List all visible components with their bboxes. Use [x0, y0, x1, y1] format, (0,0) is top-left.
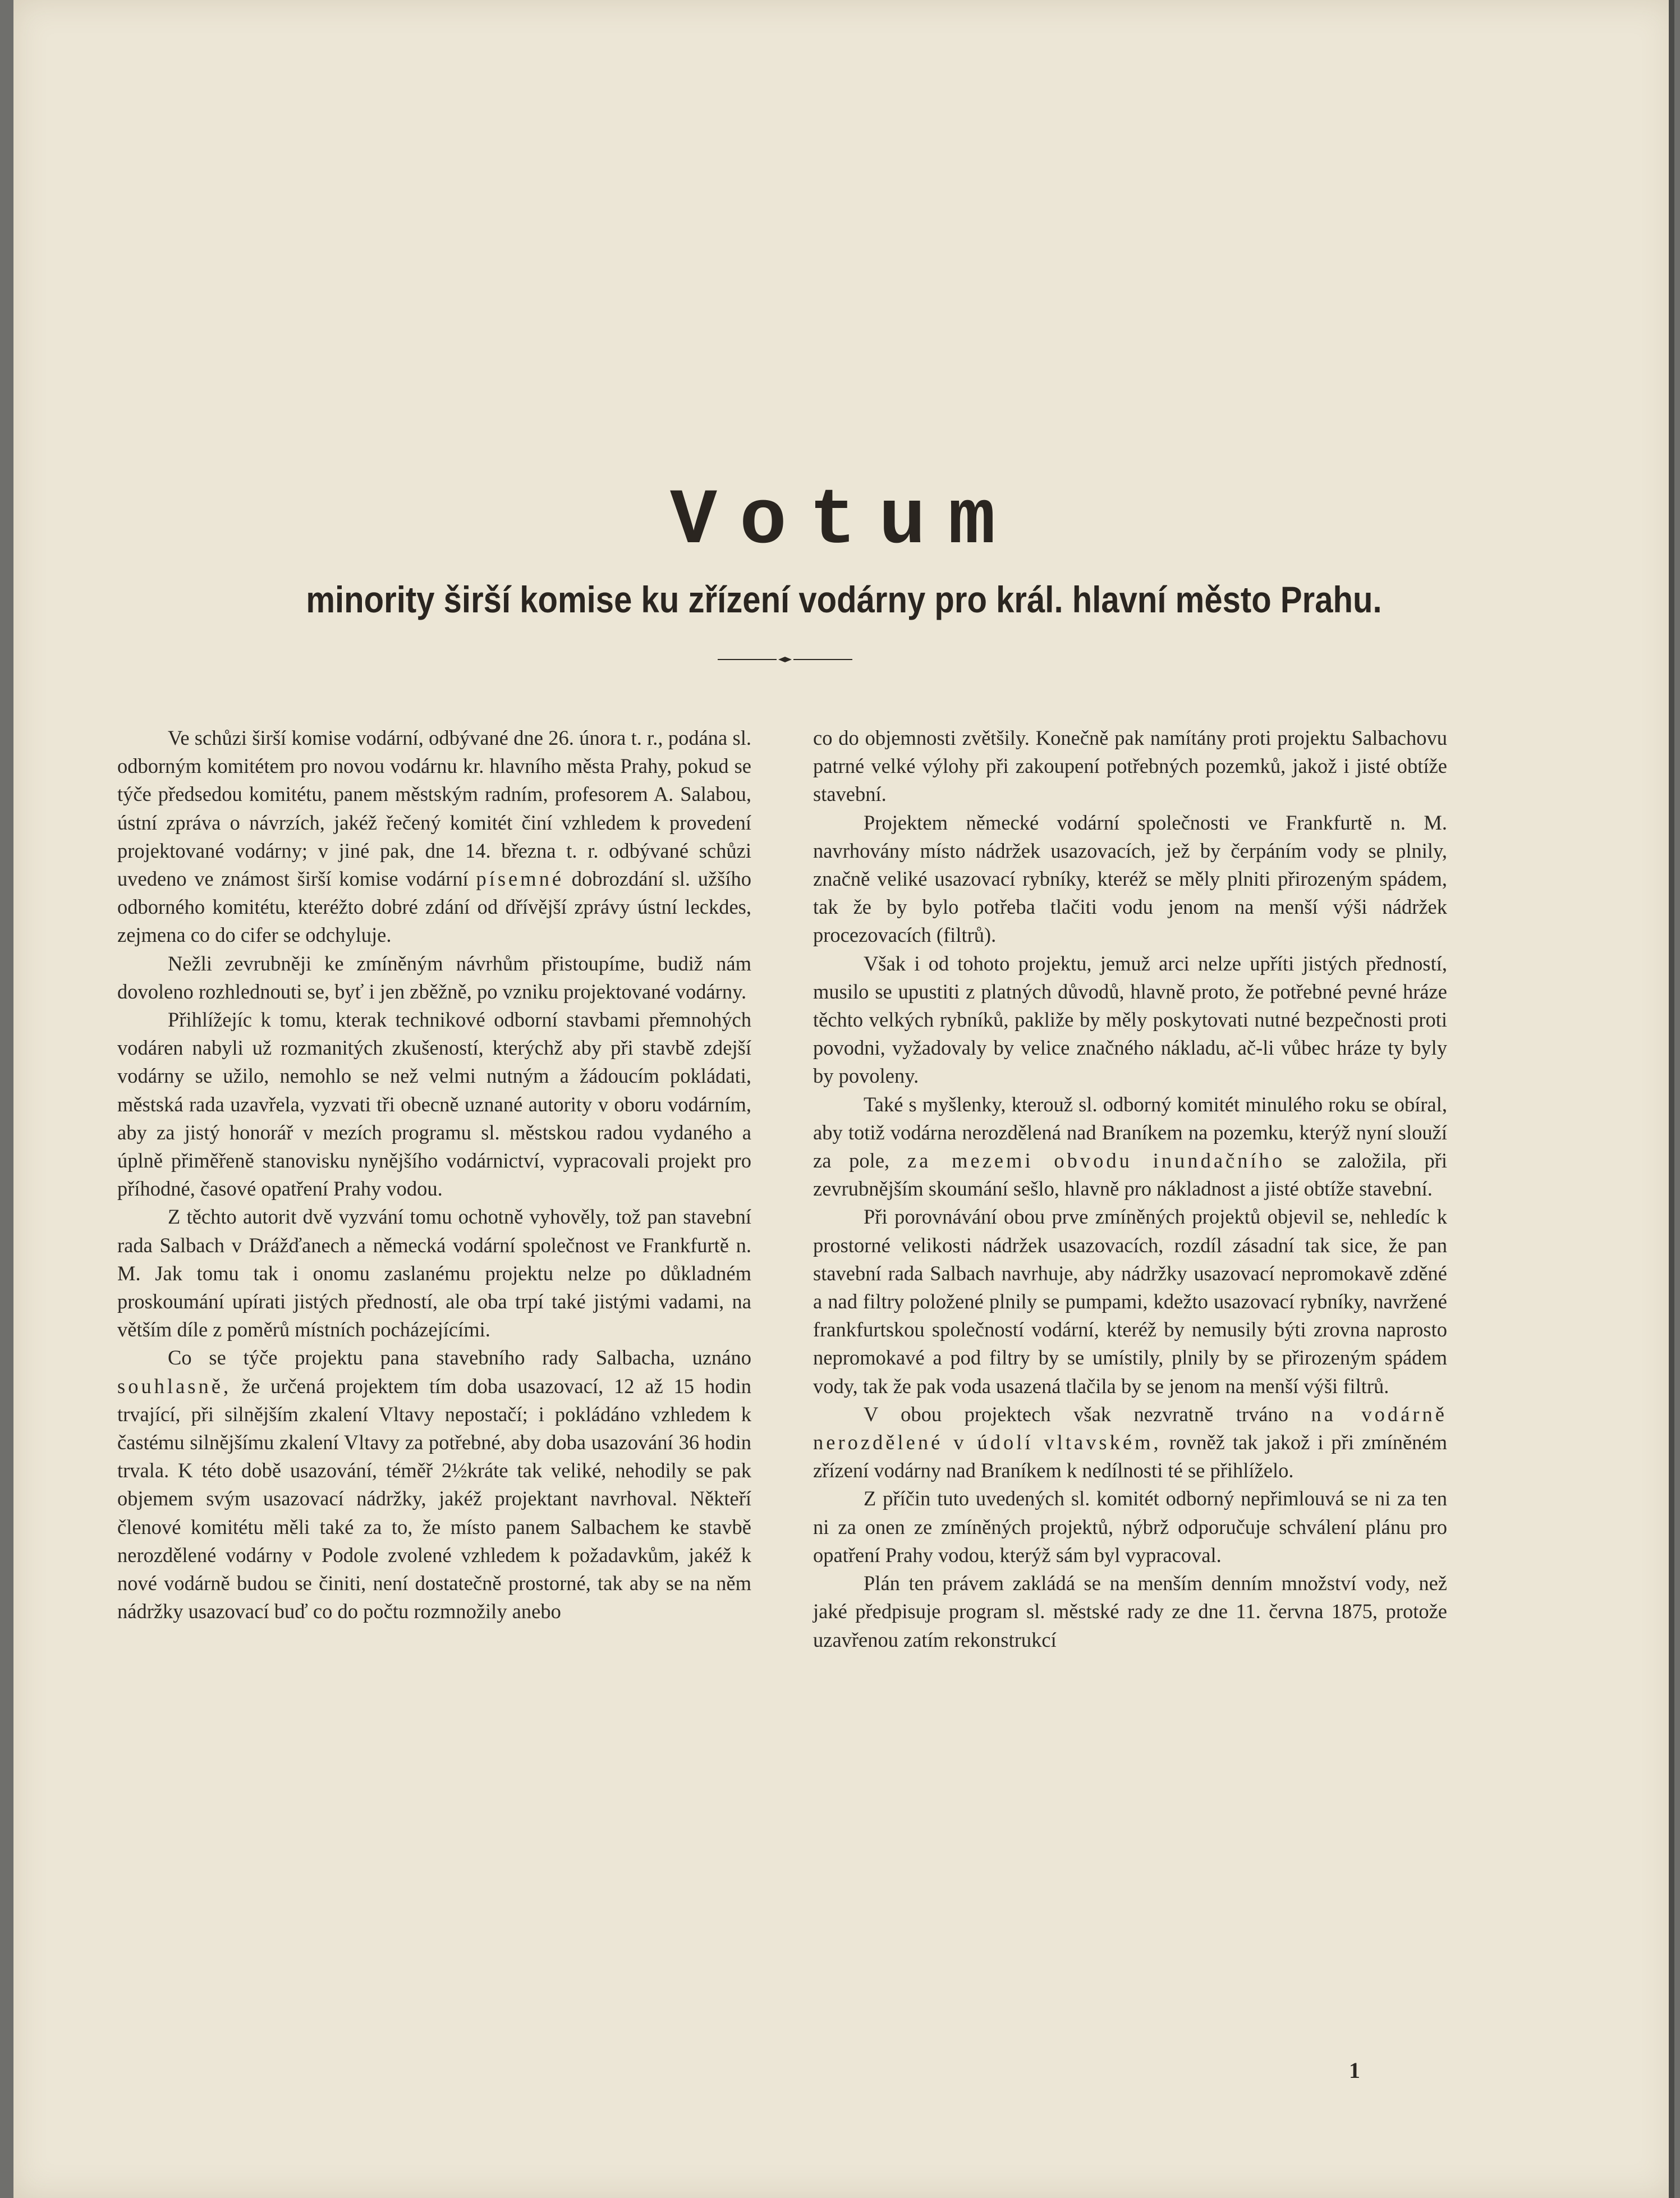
paragraph: Při porovnávání obou prve zmíněných projektů objevil se, nehledíc k prostorné velikosti nádržek usazovacích, rozdíl zásadní tak sice, že pan stavební rada Salbach navrhuje, aby nádržky usazovací nepromokavě zděné a nad filtry položené plnily se pumpami, kdežto usazovací rybníky, navržené frankfurtskou společností vodární, kteréž by nemusily býti zrovna naprosto nepromokavé a pod filtry by se umístily, plnily by se přirozeným spádem vody, tak že pak voda usazená tlačila by se jenom na menší výši filtrů.: [813, 1205, 1447, 1398]
page-edge-shadow: [1669, 0, 1674, 2198]
paragraph: Přihlížejíc k tomu, kterak technikové odborní stavbami přemnohých vodáren nabyli už rozmanitých zkušeností, kterýchž aby při stavbě zdejší vodárny se užilo, nemohlo se než velmi nutným a žádoucím pokládati, městská rada uzavřela, vyzvati tři obecně uznané autority v oboru vodárním, aby za jistý honorář v mezích programu sl. městskou radou vydaného a úplně přiměřeně stanovisku nynějšího vodárnictví, vypracovali projekt pro příhodné, časové opatření Prahy vodou.: [117, 1008, 751, 1201]
paragraph: Plán ten právem zakládá se na menším denním množství vody, než jaké předpisuje program sl. městské rady ze dne 11. června 1875, protože uzavřenou zatím rekonstrukcí: [813, 1572, 1447, 1651]
paragraph: co do objemnosti zvětšily. Konečně pak namítány proti projektu Salbachovu patrné velké výlohy při zakoupení potřebných pozemků, jakož i jisté obtíže stavební.: [813, 726, 1447, 806]
paragraph: Však i od tohoto projektu, jemuž arci nelze upříti jistých předností, musilo se upustiti z platných důvodů, hlavně proto, že potřebné pevné hráze těchto velkých rybníků, pakliže by měly poskytovati nutné bezpečnosti proti povodni, vyžadovaly by velice značného nákladu, ač-li vůbec hráze ty byly by povoleny.: [813, 951, 1447, 1088]
paragraph: Také s myšlenky, kterouž sl. odborný komitét minulého roku se obíral, aby totiž vodárna nerozdělená nad Braníkem na pozemku, kterýž nyní slouží za pole, za mezemi obvodu inundačního se založila, při zevrubnějším skoumání sešlo, hlavně pro nákladnost a jisté obtíže stavební.: [813, 1092, 1448, 1201]
paragraph: Nežli zevrubněji ke zmíněným návrhům přistoupíme, budiž nám dovoleno rozhlednouti se, byť i jen zběžně, po vzniku projektované vodárny.: [117, 951, 751, 1003]
paragraph: Z těchto autorit dvě vyzvání tomu ochotně vyhověly, tož pan stavební rada Salbach v Drážďanech a německá vodární společnost ve Frankfurtě n. M. Jak tomu tak i onomu zaslanému projektu nelze po důkladném proskoumání upírati jistých předností, ale oba trpí také jistými vadami, na větším díle z poměrů místních pocházejícími.: [117, 1205, 751, 1341]
paragraph: Ve schůzi širší komise vodární, odbývané dne 26. února t. r., podána sl. odborným komitétem pro novou vodárnu kr. hlavního města Prahy, pokud se týče předsedou komitétu, panem městským radním, profesorem A. Salabou, ústní zpráva o návrzích, jakéž řečený komitét činí vzhledem k provedení projektované vodárny; v jiné pak, dne 14. března t. r. odbývané schůzi uvedeno ve známost širší komise vodární písemné dobrozdání sl. užšího odborného komitétu, kteréžto dobré zdání od dřívější zprávy ústní leckdes, zejmena co do cifer se odchyluje.: [117, 726, 751, 947]
page-title: Votum: [669, 477, 1018, 566]
paragraph: Projektem německé vodární společnosti ve Frankfurtě n. M. navrhovány místo nádržek usazovacích, jež by čerpáním vody se plnily, značně veliké usazovací rybníky, kteréž se měly plniti přirozeným spádem, tak že by bylo potřeba tlačiti vodu jenom na menší výši nádržek procezovacích (filtrů).: [813, 810, 1447, 947]
left-column: [117, 724, 751, 1626]
divider-ornament: [718, 654, 852, 665]
page-number: 1: [1349, 2058, 1360, 2083]
right-column: [813, 724, 1447, 1654]
paragraph: Z příčin tuto uvedených sl. komitét odborný nepřimlouvá se ni za ten ni za onen ze zmíněných projektů, nýbrž odporučuje schválení plánu pro opatření Prahy vodou, kterýž sám byl vypracoval.: [813, 1487, 1447, 1567]
paragraph: Co se týče projektu pana stavebního rady Salbacha, uznáno souhlasně, že určená projektem tím doba usazovací, 12 až 15 hodin trvající, při silnějším zkalení Vltavy nepostačí; i pokládáno vzhledem k častému silnějšímu zkalení Vltavy za potřebné, aby doba usazování 36 hodin trvala. K této době usazování, téměř 2½kráte tak veliké, nehodily se pak objemem svým usazovací nádržky, jakéž projektant navrhoval. Někteří členové komitétu měli také za to, že místo panem Salbachem ke stavbě nerozdělené vodárny v Podole zvolené vzhledem k požadavkům, jakéž k nové vodárně budou se činiti, není dostatečně prostorné, tak aby se na něm nádržky usazovací buď co do počtu rozmnožily anebo: [117, 1346, 751, 1623]
document-page: [13, 0, 1674, 2198]
page-subtitle: minority širší komise ku zřízení vodárny pro král. hlavní město Prahu.: [306, 579, 1382, 620]
paragraph: V obou projektech však nezvratně trváno na vodárně nerozdělené v údolí vltavském, rovněž tak jakož i při zmíněném zřízení vodárny nad Braníkem k nedílnosti té se přihlíželo.: [813, 1402, 1448, 1482]
